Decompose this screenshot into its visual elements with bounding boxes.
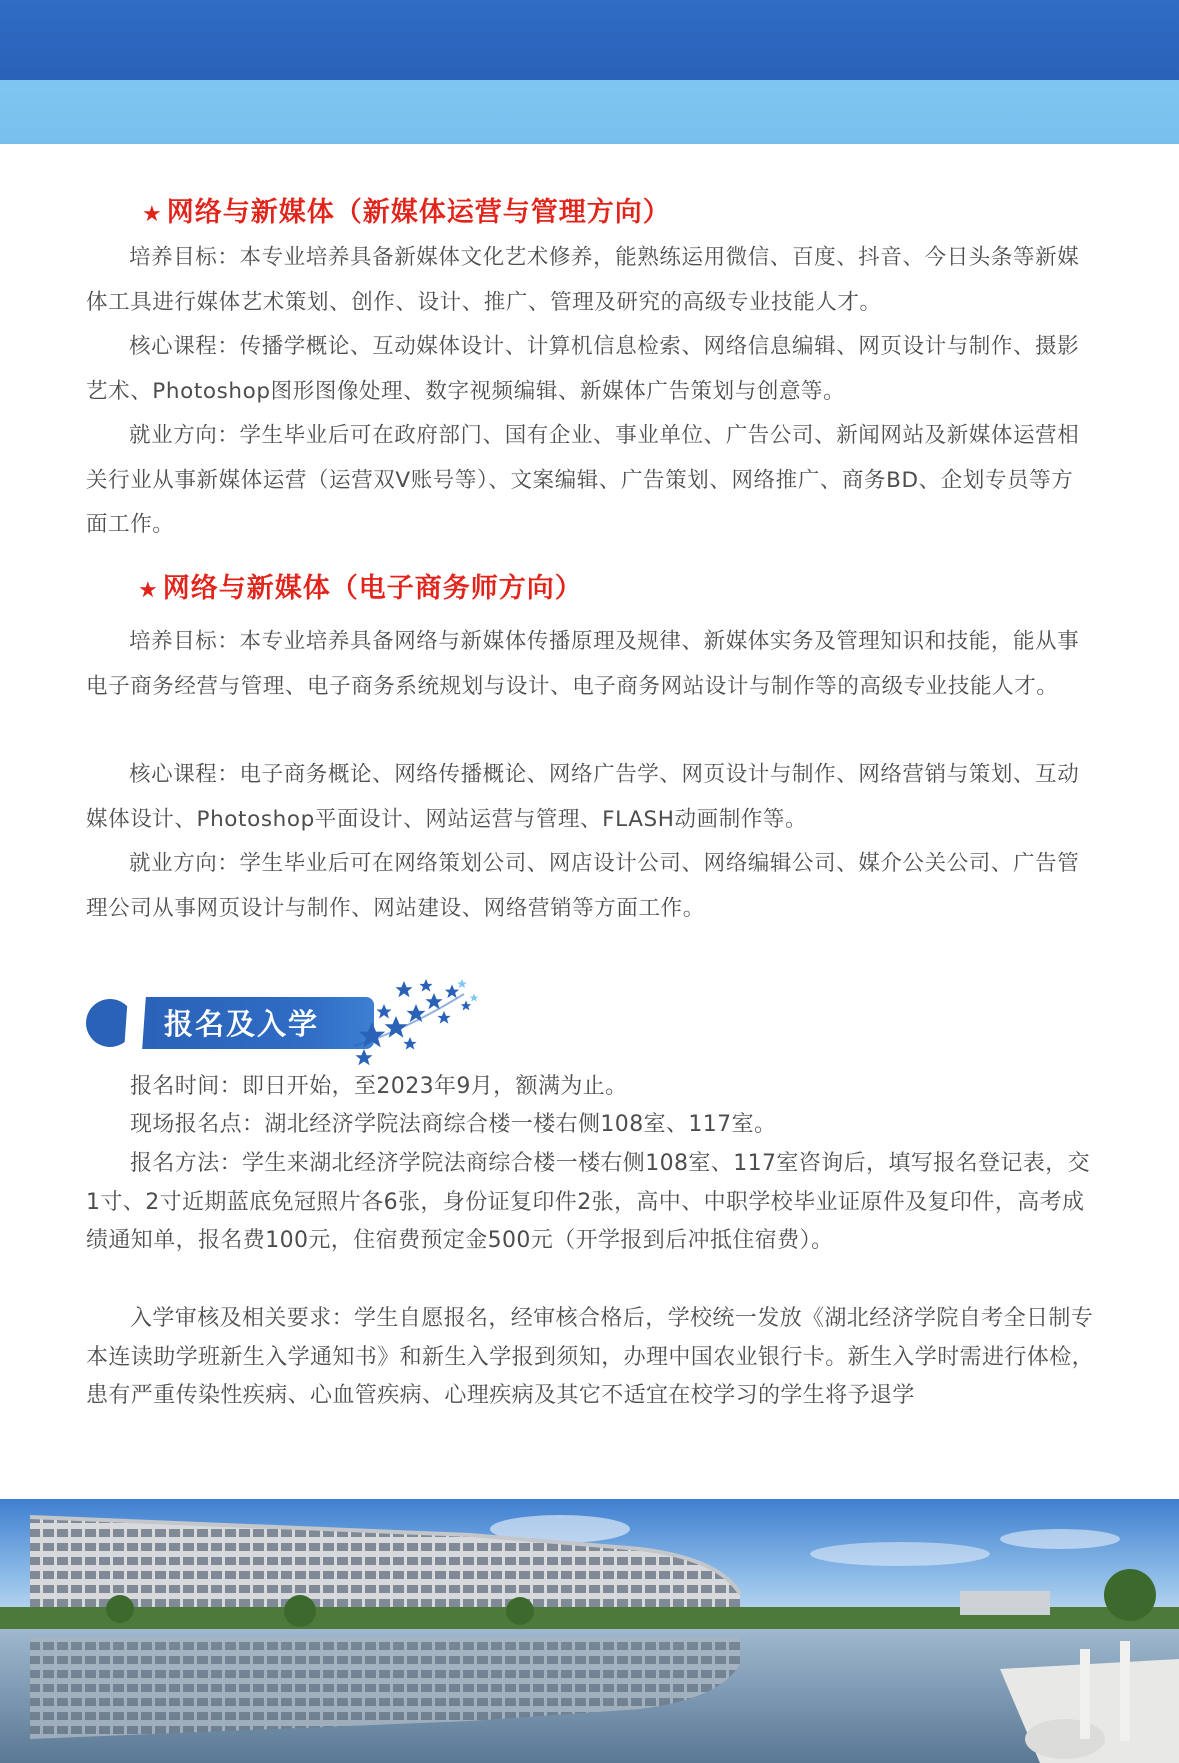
enrollment-time: 报名时间：即日开始，至2023年9月，额满为止。 bbox=[130, 1074, 628, 1099]
section1-training-goal: 培养目标：本专业培养具备新媒体文化艺术修养，能熟练运用微信、百度、抖音、今日头条等新媒体工具进行媒体艺术策划、创作、设计、推广、管理及研究的高级专业技能人才。 bbox=[86, 245, 1080, 315]
campus-photo-illustration bbox=[0, 1499, 1179, 1763]
enrollment-location: 现场报名点：湖北经济学院法商综合楼一楼右侧108室、117室。 bbox=[130, 1112, 777, 1137]
section2-heading bbox=[138, 566, 583, 605]
star-cluster-icon bbox=[344, 976, 484, 1066]
star-icon: ★ bbox=[138, 578, 159, 603]
section2-employment: 就业方向：学生毕业后可在网络策划公司、网店设计公司、网络编辑公司、媒介公关公司、广告管理公司从事网页设计与制作、网站建设、网络营销等方面工作。 bbox=[86, 851, 1080, 921]
enrollment-section-header bbox=[86, 976, 466, 1066]
enrollment-title: 报名及入学 bbox=[164, 1007, 320, 1041]
section1-heading-text: 网络与新媒体（新媒体运营与管理方向） bbox=[166, 197, 671, 228]
section1-heading bbox=[142, 190, 671, 229]
section1-core-courses: 核心课程：传播学概论、互动媒体设计、计算机信息检索、网络信息编辑、网页设计与制作、摄影艺术、Photoshop图形图像处理、数字视频编辑、新媒体广告策划与创意等。 bbox=[86, 334, 1080, 404]
section2-training-goal: 培养目标：本专业培养具备网络与新媒体传播原理及规律、新媒体实务及管理知识和技能，能从事电子商务经营与管理、电子商务系统规划与设计、电子商务网站设计与制作等的高级专业技能人才。 bbox=[86, 629, 1080, 699]
section2-heading-text: 网络与新媒体（电子商务师方向） bbox=[162, 573, 583, 604]
campus-photo bbox=[0, 1499, 1179, 1763]
top-band-light bbox=[0, 80, 1179, 144]
star-icon: ★ bbox=[142, 202, 163, 227]
enrollment-method: 报名方法：学生来湖北经济学院法商综合楼一楼右侧108室、117室咨询后，填写报名登记表，交1寸、2寸近期蓝底免冠照片各6张，身份证复印件2张，高中、中职学校毕业证原件及复印件，高考成绩通知单，报名费100元，住宿费预定金500元（开学报到后冲抵住宿费）。 bbox=[86, 1151, 1090, 1253]
section1-employment: 就业方向：学生毕业后可在政府部门、国有企业、事业单位、广告公司、新闻网站及新媒体运营相关行业从事新媒体运营（运营双V账号等）、文案编辑、广告策划、网络推广、商务BD、企划专员等方面工作。 bbox=[86, 423, 1080, 537]
section2-core-courses: 核心课程：电子商务概论、网络传播概论、网络广告学、网页设计与制作、网络营销与策划、互动媒体设计、Photoshop平面设计、网站运营与管理、FLASH动画制作等。 bbox=[86, 762, 1080, 832]
enrollment-review: 入学审核及相关要求：学生自愿报名，经审核合格后，学校统一发放《湖北经济学院自考全日制专本连读助学班新生入学通知书》和新生入学报到须知，办理中国农业银行卡。新生入学时需进行体检，患有严重传染性疾病、心血管疾病、心理疾病及其它不适宜在校学习的学生将予退学 bbox=[86, 1306, 1095, 1408]
top-band-dark bbox=[0, 0, 1179, 80]
